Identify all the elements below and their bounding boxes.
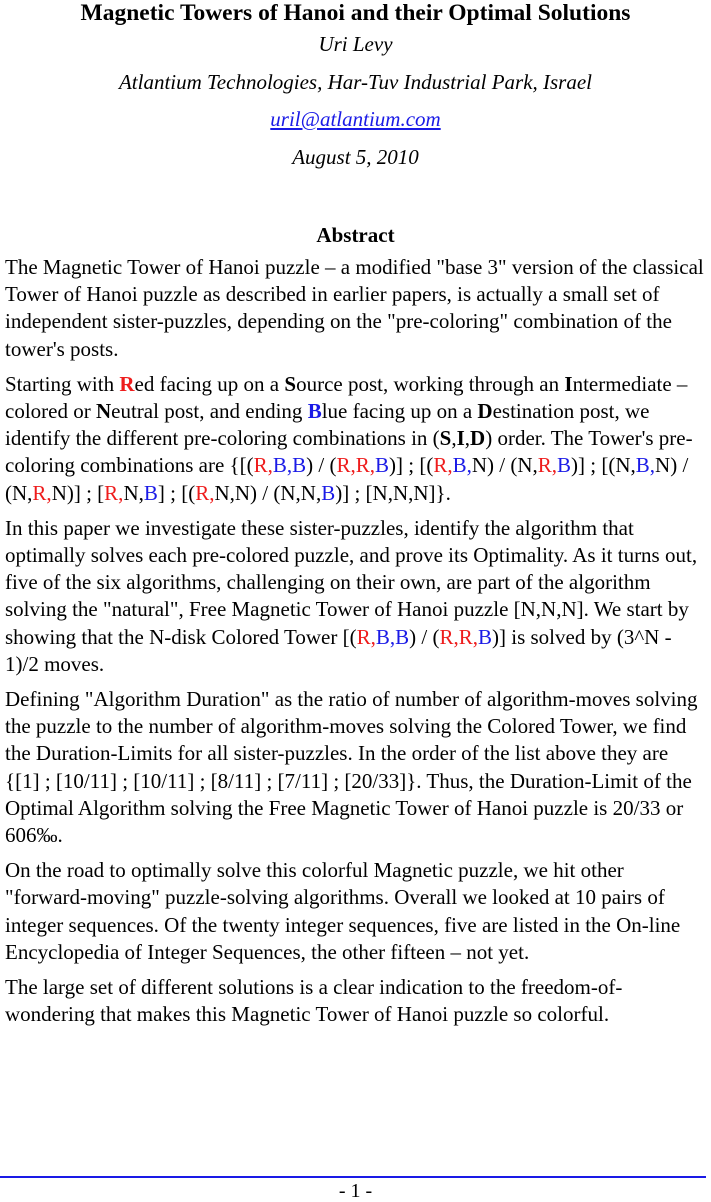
blue-post: B	[395, 624, 410, 649]
text-span: Starting with	[5, 371, 120, 396]
red-post: R,	[458, 624, 478, 649]
text-span: ] ; [(	[157, 480, 196, 505]
abstract-paragraph-1: The Magnetic Tower of Hanoi puzzle – a modified "base 3" version of the classical Tower of Hanoi puzzle as described in earlier papers, is actually a small set of independent sister-puzzles, depending on the "pre-coloring" combination of the tower's posts.	[5, 255, 704, 361]
text-span: lue facing up on a	[321, 399, 478, 424]
author-email-link[interactable]: uril@atlantium.com	[270, 107, 441, 131]
red-initial: R	[119, 371, 135, 396]
red-post: R,	[356, 624, 376, 649]
abstract-paragraph-4: Defining "Algorithm Duration" as the ratio of number of algorithm-moves solving the puzzle to the number of algorithm-moves solving the Colored Tower, we find the Duration-Limits for all sister-puzzles. In the order of the list above they are {[1] ; [10/11] ; [10/11] ; [8/11] ; [7/11] ; [20/33]}. Thus, the Duration-Limit of the Optimal Algorithm solving the Free Magnetic Tower of Hanoi puzzle is 20/33 or 606‰.	[5, 687, 698, 848]
red-post: R,	[433, 453, 453, 478]
author-name: Uri Levy	[318, 32, 393, 56]
intermediate-initial: I	[564, 371, 573, 396]
text-span: eutral post, and ending	[111, 399, 308, 424]
text-span: ed facing up on a	[134, 371, 285, 396]
text-span: )] is solved by (3^N - 1)/2 moves.	[5, 624, 672, 676]
email-line	[0, 101, 711, 139]
blue-post: B,	[375, 624, 396, 649]
red-post: R,	[32, 480, 52, 505]
paper-date: August 5, 2010	[292, 144, 419, 169]
blue-post: B	[321, 480, 336, 505]
text-span: N) / (N,	[471, 453, 538, 478]
text-span: )] ; [N,N,N]}.	[335, 480, 451, 505]
text-span: ) / (	[409, 624, 440, 649]
abstract-heading: Abstract	[316, 223, 395, 247]
red-post: R,	[195, 480, 215, 505]
blue-post: B	[557, 453, 572, 478]
abstract-paragraph-6: The large set of different solutions is a clear indication to the freedom-of-wondering that makes this Magnetic Tower of Hanoi puzzle so colorful.	[5, 975, 623, 1027]
text-span: )] ; [(	[389, 453, 434, 478]
red-post: R,	[104, 480, 124, 505]
text-span: ntermediate – colored or	[5, 371, 688, 424]
neutral-initial: N	[95, 399, 112, 424]
order-s: S	[439, 426, 452, 451]
order-i: I	[456, 426, 465, 451]
abstract-paragraph-2	[5, 371, 705, 507]
paper-title: Magnetic Towers of Hanoi and their Optimal Solutions	[80, 0, 631, 26]
blue-post: B	[375, 453, 390, 478]
text-span: ) / (	[306, 453, 337, 478]
text-span: estination post, we identify the different pre-coloring combinations in (	[5, 399, 650, 451]
text-span: N,N) / (N,N,	[214, 480, 322, 505]
red-post: R,	[355, 453, 375, 478]
order-d: D	[470, 426, 486, 451]
text-span: )] ; [(N,	[571, 453, 636, 478]
blue-initial: B	[307, 399, 322, 424]
blue-post: B,	[452, 453, 472, 478]
red-post: R,	[336, 453, 356, 478]
blue-post: B,	[272, 453, 293, 478]
text-span: ) order. The Tower's pre-coloring combinations are {[(	[5, 426, 693, 478]
abstract-paragraph-3	[5, 515, 705, 678]
destination-initial: D	[477, 399, 493, 424]
red-post: R,	[439, 624, 459, 649]
text-span: N) / (N,	[5, 453, 689, 505]
text-span: N)] ; [	[51, 480, 105, 505]
red-post: R,	[253, 453, 273, 478]
footer-divider	[0, 1176, 706, 1178]
text-span: N,	[123, 480, 144, 505]
blue-post: B	[478, 624, 493, 649]
blue-post: B,	[635, 453, 656, 478]
text-span: ource post, working through an	[296, 371, 565, 396]
text-span: ,	[451, 426, 457, 451]
author-affiliation: Atlantium Technologies, Har-Tuv Industrial Park, Israel	[118, 69, 593, 94]
text-span: ,	[464, 426, 471, 451]
blue-post: B	[292, 453, 307, 478]
page-number: - 1 -	[338, 1180, 373, 1202]
blue-post: B	[143, 480, 158, 505]
abstract-paragraph-5: On the road to optimally solve this colorful Magnetic puzzle, we hit other "forward-moving" puzzle-solving algorithms. Overall we looked at 10 pairs of integer sequences. Of the twenty integer sequences, five are listed in the On-line Encyclopedia of Integer Sequences, the other fifteen – not yet.	[5, 858, 681, 964]
text-span: In this paper we investigate these sister-puzzles, identify the algorithm that optimally solves each pre-colored puzzle, and prove its Optimality. As it turns out, five of the six algorithms, challenging on their own, are part of the algorithm solving the "natural", Free Magnetic Tower of Hanoi puzzle [N,N,N]. We start by showing that the N-disk Colored Tower [(	[5, 515, 698, 649]
red-post: R,	[537, 453, 558, 478]
source-initial: S	[284, 371, 297, 396]
